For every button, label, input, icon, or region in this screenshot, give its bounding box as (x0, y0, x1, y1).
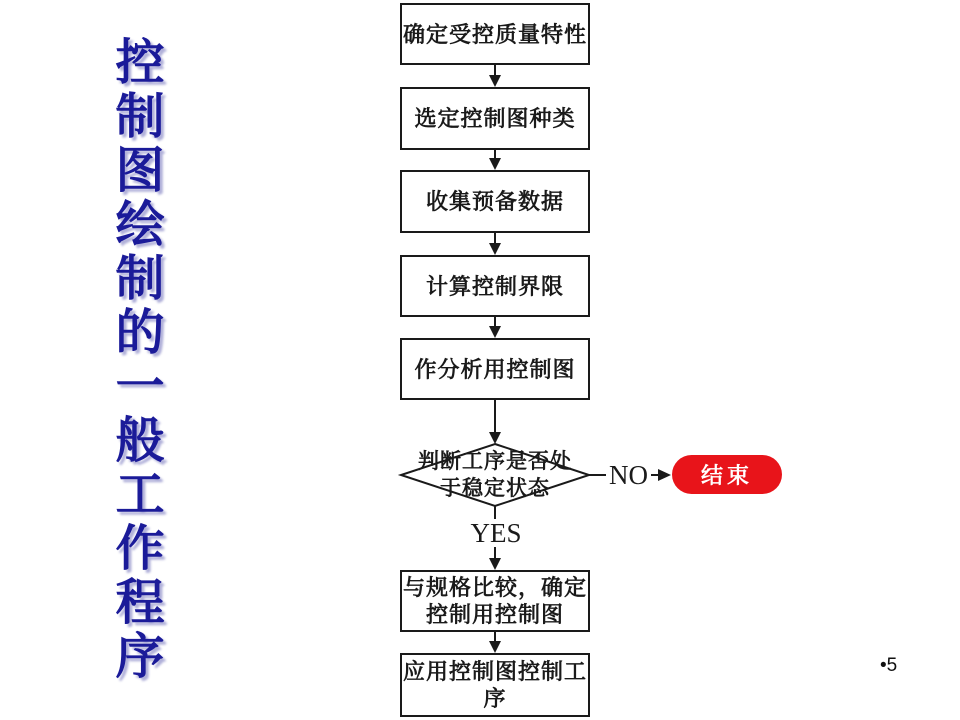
flow-step-line1: 应用控制图控制工 (402, 659, 587, 684)
page-number: •5 (880, 655, 898, 676)
flow-step-analysis-chart (400, 338, 590, 400)
flow-step-apply-chart (400, 653, 590, 717)
flow-step-compare-spec (400, 570, 590, 632)
flow-step-label: 收集预备数据 (425, 189, 564, 214)
flow-step-collect-data (400, 170, 590, 233)
decision-label (400, 448, 590, 502)
slide-title: 控制图绘制的一般工作程序 (109, 36, 164, 684)
arrowhead-down-2 (489, 158, 501, 170)
arrowhead-down-7 (489, 641, 501, 653)
flow-step-line1: 与规格比较，确定 (402, 575, 587, 600)
flow-step-label: 作分析用控制图 (414, 356, 576, 382)
flow-step-determine-quality-characteristic (400, 3, 590, 65)
flow-step-calculate-limits (400, 255, 590, 317)
arrowhead-down-4 (489, 326, 501, 338)
flow-step-line2: 序 (483, 686, 507, 711)
arrowhead-down-5 (489, 432, 501, 444)
arrowhead-down-3 (489, 243, 501, 255)
decision-label-line1: 判断工序是否处 (418, 449, 572, 473)
decision-label-line2: 于稳定状态 (440, 476, 550, 500)
flow-step-label: 确定受控质量特性 (402, 21, 587, 47)
arrowhead-down-yes (489, 558, 501, 570)
no-branch-label: NO (606, 461, 651, 489)
arrowhead-down-1 (489, 75, 501, 87)
flow-step-line2: 控制用控制图 (425, 602, 564, 627)
yes-branch-label: YES (464, 519, 528, 547)
arrowhead-right-no (658, 469, 671, 481)
flow-step-label: 选定控制图种类 (414, 106, 576, 131)
end-label: 结束 (700, 463, 753, 488)
flow-step-select-chart-type (400, 87, 590, 150)
end-terminator (672, 455, 782, 494)
flow-step-label: 计算控制界限 (425, 273, 564, 299)
